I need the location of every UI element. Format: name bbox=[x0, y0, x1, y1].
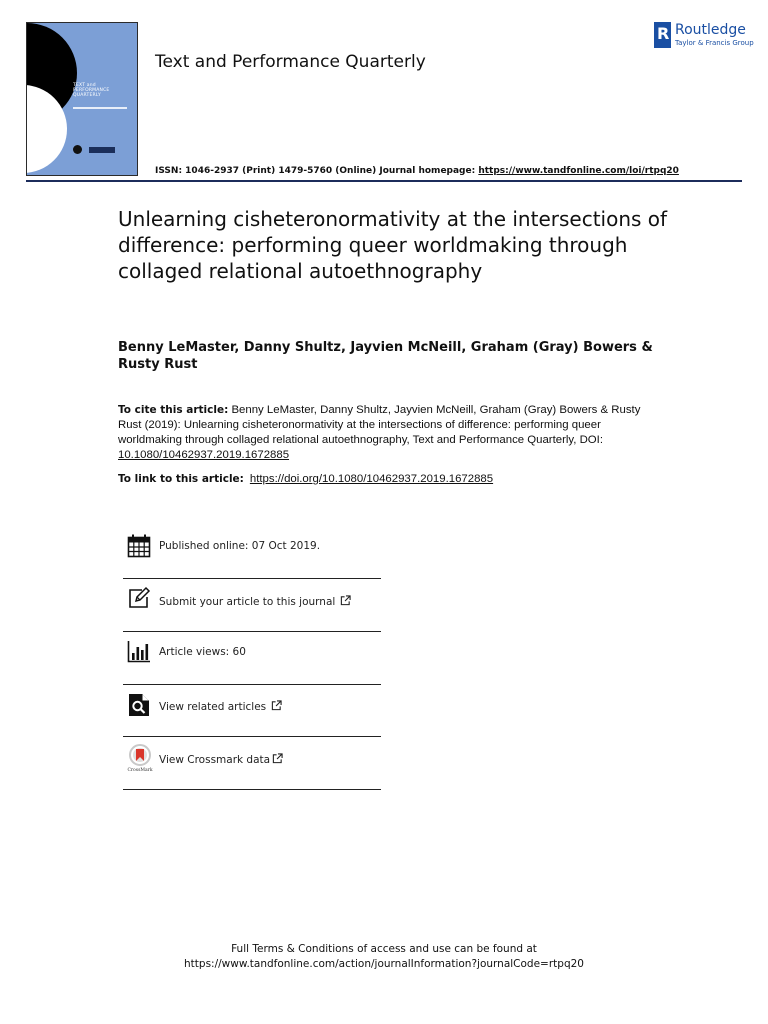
related-articles-link[interactable]: View related articles bbox=[159, 701, 267, 713]
crossmark-link[interactable]: View Crossmark data bbox=[159, 754, 271, 766]
info-divider bbox=[123, 736, 381, 737]
bar-chart-icon bbox=[127, 639, 151, 663]
terms-url[interactable]: https://www.tandfonline.com/action/journalInformation?journalCode=rtpq20 bbox=[184, 958, 584, 970]
terms-line: Full Terms & Conditions of access and use can be found at bbox=[231, 943, 537, 955]
related-articles-row[interactable] bbox=[123, 686, 381, 738]
publisher-name: Routledge bbox=[675, 22, 746, 38]
journal-homepage-link[interactable]: https://www.tandfonline.com/loi/rtpq20 bbox=[478, 166, 679, 176]
citation-block bbox=[118, 403, 658, 463]
article-views-text: Article views: 60 bbox=[159, 646, 246, 658]
article-title: Unlearning cisheteronormativity at the intersections of difference: performing queer worldmaking through collaged relational autoethnography bbox=[118, 207, 668, 283]
info-divider bbox=[123, 789, 381, 790]
info-divider bbox=[123, 578, 381, 579]
citation-text: Benny LeMaster, Danny Shultz, Jayvien McNeill, Graham (Gray) Bowers & Rusty Rust (2019): Unlearning cisheteronormativity at the intersections of difference: performing queer worldmaking through collaged relational autoethnography, Text and Performance Quarterly, DOI: bbox=[118, 404, 641, 446]
info-divider bbox=[123, 631, 381, 632]
crossmark-row[interactable] bbox=[123, 738, 381, 790]
article-views-row bbox=[123, 633, 381, 685]
submit-article-row[interactable] bbox=[123, 580, 381, 632]
crossmark-icon bbox=[127, 744, 153, 772]
published-online-text: Published online: 07 Oct 2019. bbox=[159, 540, 321, 552]
article-link-label: To link to this article: bbox=[118, 473, 244, 485]
publisher-group: Taylor & Francis Group bbox=[675, 39, 754, 47]
article-authors: Benny LeMaster, Danny Shultz, Jayvien McNeill, Graham (Gray) Bowers & Rusty Rust bbox=[118, 340, 653, 372]
edit-icon bbox=[127, 586, 151, 610]
external-link-icon bbox=[271, 700, 282, 711]
published-online-row bbox=[123, 526, 381, 578]
search-document-icon bbox=[127, 693, 151, 717]
crossmark-logo-text: CrossMark bbox=[127, 768, 153, 772]
cover-title-text: TEXT and PERFORMANCE QUARTERLY bbox=[73, 83, 110, 98]
citation-label: To cite this article: bbox=[118, 404, 229, 416]
calendar-icon bbox=[127, 534, 151, 558]
citation-doi-link[interactable]: 10.1080/10462937.2019.1672885 bbox=[118, 449, 290, 461]
terms-footer bbox=[0, 942, 768, 972]
issn-line bbox=[155, 166, 679, 176]
routledge-icon bbox=[654, 22, 671, 48]
journal-title: Text and Performance Quarterly bbox=[155, 52, 426, 72]
article-link-block bbox=[118, 472, 678, 487]
journal-cover-image bbox=[26, 22, 138, 176]
info-divider bbox=[123, 684, 381, 685]
external-link-icon bbox=[272, 753, 283, 764]
header-divider bbox=[26, 180, 742, 182]
external-link-icon bbox=[340, 595, 351, 606]
article-doi-link[interactable]: https://doi.org/10.1080/10462937.2019.1672885 bbox=[249, 473, 494, 485]
submit-article-link[interactable]: Submit your article to this journal bbox=[159, 596, 336, 608]
issn-text: ISSN: 1046-2937 (Print) 1479-5760 (Online) Journal homepage: bbox=[155, 166, 479, 176]
